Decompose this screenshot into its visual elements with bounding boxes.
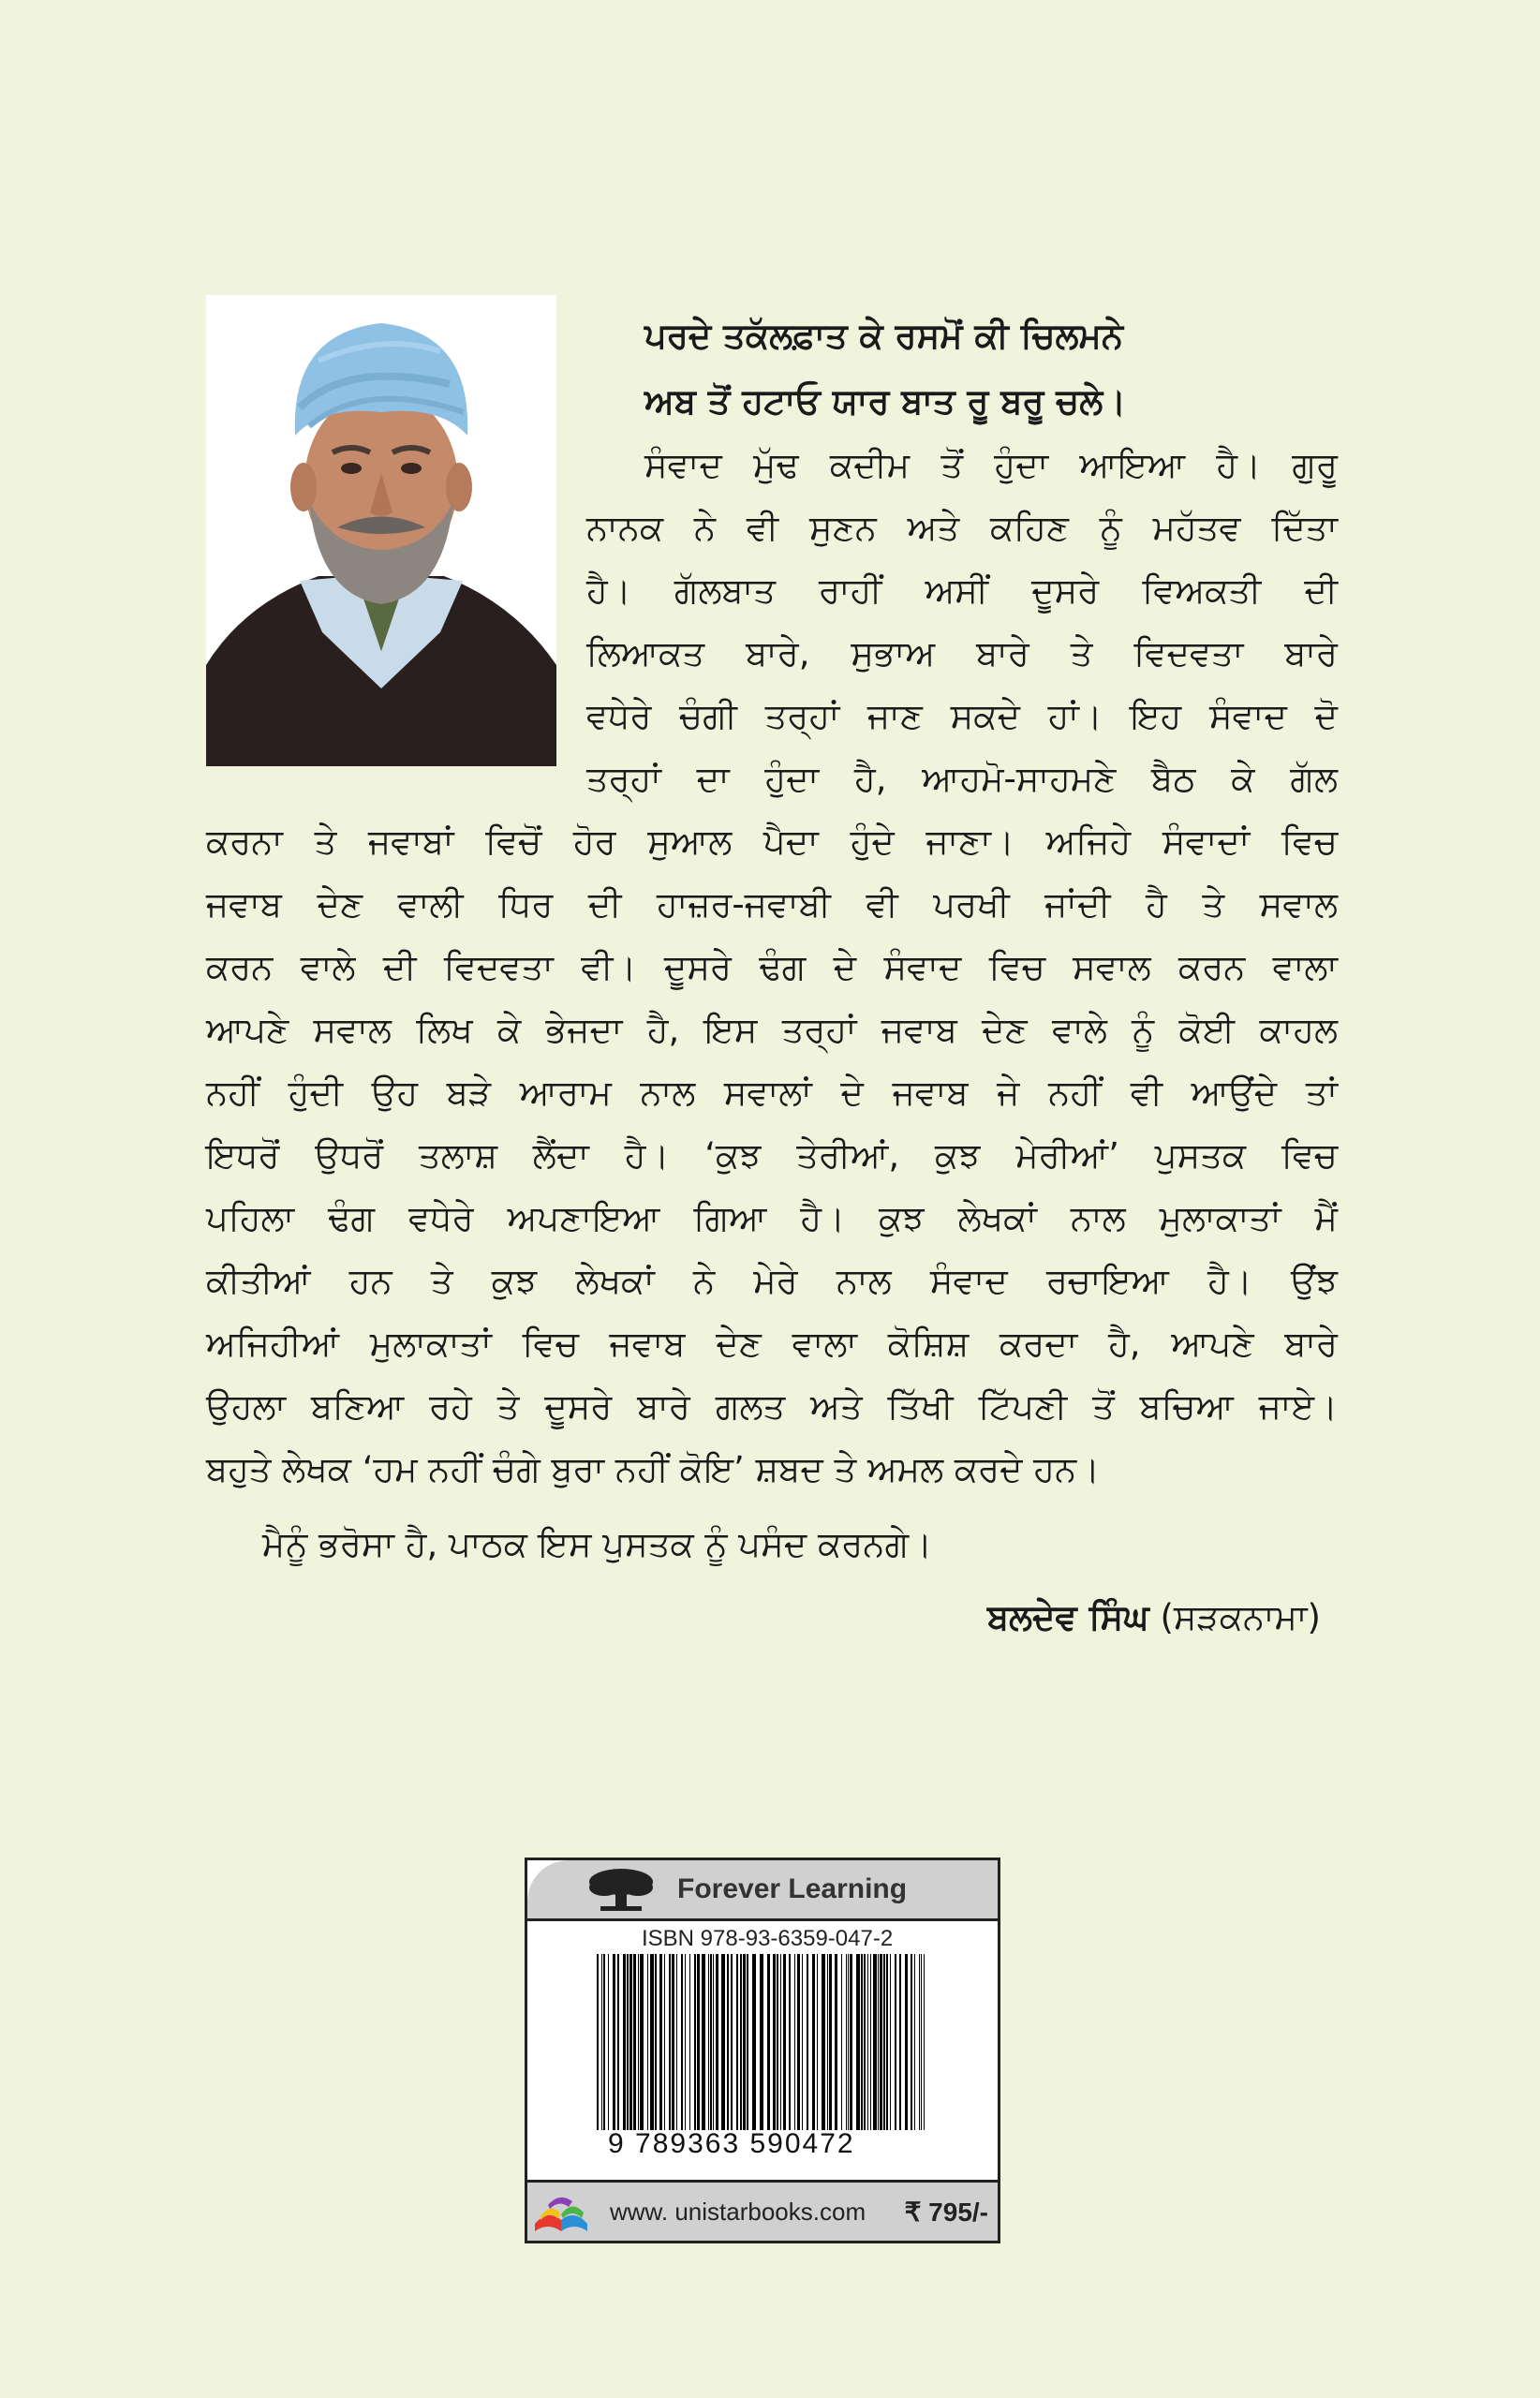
barcode-bar: [856, 1954, 860, 2130]
barcode-bar: [617, 1954, 619, 2130]
barcode-bar: [773, 1954, 776, 2130]
barcode-bar: [783, 1954, 786, 2130]
body-line: ਆਪਣੇ ਸਵਾਲ ਲਿਖ ਕੇ ਭੇਜਦਾ ਹੈ, ਇਸ ਤਰ੍ਹਾਂ ਜਵਾਬ ਦੇਣ ਵਾਲੇ ਨੂੰ ਕੋਈ ਕਾਹਲ: [206, 1010, 1338, 1050]
barcode-bar: [708, 1954, 709, 2130]
barcode-bar: [664, 1954, 665, 2130]
barcode-bar: [713, 1954, 714, 2130]
barcode-panel: [525, 1858, 1000, 2243]
barcode-bar: [878, 1954, 879, 2130]
author-name: ਬਲਦੇਵ ਸਿੰਘ: [986, 1597, 1149, 1637]
book-logo-icon: [531, 2188, 591, 2235]
barcode-bar: [867, 1954, 868, 2130]
barcode-bar: [797, 1954, 800, 2130]
isbn-label: ISBN 978-93-6359-047-2: [642, 1926, 894, 1951]
body-line: ਜਵਾਬ ਦੇਣ ਵਾਲੀ ਧਿਰ ਦੀ ਹਾਜ਼ਰ-ਜਵਾਬੀ ਵੀ ਪਰਖੀ ਜਾਂਦੀ ਹੈ ਤੇ ਸਵਾਲ: [206, 884, 1338, 925]
barcode-bar: [740, 1954, 742, 2130]
publisher-footer: [527, 2180, 998, 2241]
body-line: ਨਹੀਂ ਹੁੰਦੀ ਉਹ ਬੜੇ ਆਰਾਮ ਨਾਲ ਸਵਾਲਾਂ ਦੇ ਜਵਾਬ ਜੇ ਨਹੀਂ ਵੀ ਆਉਂਦੇ ਤਾਂ: [206, 1073, 1338, 1113]
barcode: [593, 1954, 930, 2130]
barcode-bar: [873, 1954, 877, 2130]
website-link[interactable]: www. unistarbooks.com: [610, 2197, 866, 2226]
barcode-bar: [647, 1954, 648, 2130]
barcode-bar: [924, 1954, 925, 2130]
body-line: ਕਰਨ ਵਾਲੇ ਦੀ ਵਿਦਵਤਾ ਵੀ। ਦੂਸਰੇ ਢੰਗ ਦੇ ਸੰਵਾਦ ਵਿਚ ਸਵਾਲ ਕਰਨ ਵਾਲਾ: [206, 947, 1338, 987]
barcode-bar: [613, 1954, 615, 2130]
barcode-bar: [731, 1954, 733, 2130]
barcode-bar: [603, 1954, 605, 2130]
barcode-bar: [914, 1954, 915, 2130]
author-alias: (ਸੜਕਨਾਮਾ): [1160, 1597, 1321, 1637]
body-line: ਪਹਿਲਾ ਢੰਗ ਵਧੇਰੇ ਅਪਣਾਇਆ ਗਿਆ ਹੈ। ਕੁਝ ਲੇਖਕਾਂ ਨਾਲ ਮੁਲਾਕਾਤਾਂ ਮੈਂ: [206, 1198, 1338, 1238]
barcode-bar: [886, 1954, 888, 2130]
barcode-bar: [597, 1954, 599, 2130]
barcode-bar: [727, 1954, 729, 2130]
barcode-bar: [780, 1954, 781, 2130]
body-line: ਲਿਆਕਤ ਬਾਰੇ, ਸੁਭਾਅ ਬਾਰੇ ਤੇ ਵਿਦਵਤਾ ਬਾਰੇ: [586, 633, 1338, 674]
barcode-bar: [716, 1954, 718, 2130]
body-line: ਬਹੁਤੇ ਲੇਖਕ ‘ਹਮ ਨਹੀਂ ਚੰਗੇ ਬੁਰਾ ਨਹੀਂ ਕੋਇ’ ਸ਼ਬਦ ਤੇ ਅਮਲ ਕਰਦੇ ਹਨ।: [206, 1449, 1101, 1489]
couplet-line-2: ਅਬ ਤੋਂ ਹਟਾਓ ਯਾਰ ਬਾਤ ਰੂ ਬਰੂ ਚਲੇ।: [644, 381, 1127, 422]
barcode-bar: [710, 1954, 712, 2130]
body-line: ਇਧਰੋਂ ਉਧਰੋਂ ਤਲਾਸ਼ ਲੈਂਦਾ ਹੈ। ‘ਕੁਝ ਤੇਰੀਆਂ, ਕੁਝ ਮੇਰੀਆਂ’ ਪੁਸਤਕ ਵਿਚ: [206, 1135, 1338, 1176]
barcode-bar: [747, 1954, 748, 2130]
barcode-bar: [672, 1954, 674, 2130]
barcode-bar: [689, 1954, 690, 2130]
barcode-bar: [669, 1954, 671, 2130]
barcode-bar: [789, 1954, 791, 2130]
barcode-bar: [760, 1954, 763, 2130]
barcode-bar: [835, 1954, 837, 2130]
body-line: ਅਜਿਹੀਆਂ ਮੁਲਾਕਾਤਾਂ ਵਿਚ ਜਵਾਬ ਦੇਣ ਵਾਲਾ ਕੋਸ਼ਿਸ਼ ਕਰਦਾ ਹੈ, ਆਪਣੇ ਬਾਰੇ: [206, 1324, 1338, 1364]
barcode-bar: [895, 1954, 896, 2130]
barcode-bar: [777, 1954, 778, 2130]
body-line: ਕਰਨਾ ਤੇ ਜਵਾਬਾਂ ਵਿਚੋਂ ਹੋਰ ਸੁਆਲ ਪੈਦਾ ਹੁੰਦੇ ਜਾਣਾ। ਅਜਿਹੇ ਸੰਵਾਦਾਂ ਵਿਚ: [206, 822, 1338, 862]
barcode-digits: 9 789363 590472: [608, 2128, 855, 2159]
barcode-bar: [817, 1954, 818, 2130]
body-line-closing: ਮੈਨੂੰ ਭਰੋਸਾ ਹੈ, ਪਾਠਕ ਇਸ ਪੁਸਤਕ ਨੂੰ ਪਸੰਦ ਕਰਨਗੇ।: [262, 1524, 933, 1564]
barcode-bar: [794, 1954, 795, 2130]
barcode-bar: [601, 1954, 602, 2130]
body-line: ਤਰ੍ਹਾਂ ਦਾ ਹੁੰਦਾ ਹੈ, ਆਹਮੋ-ਸਾਹਮਣੇ ਬੈਠ ਕੇ ਗੱਲ: [586, 759, 1338, 799]
barcode-bar: [848, 1954, 849, 2130]
barcode-bar: [623, 1954, 626, 2130]
publisher-tagline: Forever Learning: [677, 1873, 908, 1904]
barcode-bar: [629, 1954, 632, 2130]
barcode-bar: [846, 1954, 847, 2130]
author-signature: [986, 1597, 1321, 1637]
barcode-bar: [864, 1954, 866, 2130]
barcode-bar: [676, 1954, 677, 2130]
barcode-bar: [681, 1954, 683, 2130]
barcode-bar: [812, 1954, 815, 2130]
barcode-bar: [870, 1954, 871, 2130]
barcode-bar: [861, 1954, 863, 2130]
body-line: ਕੀਤੀਆਂ ਹਨ ਤੇ ਕੁਝ ਲੇਖਕਾਂ ਨੇ ਮੇਰੇ ਨਾਲ ਸੰਵਾਦ ਰਚਾਇਆ ਹੈ। ਉਂਝ: [206, 1261, 1338, 1301]
barcode-bar: [880, 1954, 882, 2130]
author-photo: [206, 295, 556, 766]
barcode-bar: [633, 1954, 636, 2130]
publisher-header: [527, 1860, 998, 1921]
barcode-bar: [640, 1954, 644, 2130]
barcode-bar: [919, 1954, 920, 2130]
tree-icon: [584, 1865, 659, 1914]
barcode-bar: [608, 1954, 609, 2130]
barcode-bar: [721, 1954, 725, 2130]
barcode-bar: [736, 1954, 738, 2130]
body-line: ਵਧੇਰੇ ਚੰਗੀ ਤਰ੍ਹਾਂ ਜਾਣ ਸਕਦੇ ਹਾਂ। ਇਹ ਸੰਵਾਦ ਦੋ: [586, 696, 1338, 736]
barcode-bar: [694, 1954, 696, 2130]
barcode-bar: [697, 1954, 700, 2130]
barcode-bar: [659, 1954, 662, 2130]
barcode-bar: [802, 1954, 803, 2130]
barcode-bar: [850, 1954, 852, 2130]
barcode-bar: [627, 1954, 629, 2130]
barcode-bar: [829, 1954, 832, 2130]
couplet-line-1: ਪਰਦੇ ਤਕੱਲਫ਼ਾਤ ਕੇ ਰਸਮੋਂ ਕੀ ਚਿਲਮਨੇ: [644, 316, 1124, 356]
body-line: ਸੰਵਾਦ ਮੁੱਢ ਕਦੀਮ ਤੋਂ ਹੁੰਦਾ ਆਇਆ ਹੈ। ਗੁਰੂ: [644, 445, 1338, 485]
barcode-bar: [650, 1954, 654, 2130]
price-label: ₹ 795/-: [904, 2197, 988, 2227]
body-line: ਨਾਨਕ ਨੇ ਵੀ ਸੁਣਨ ਅਤੇ ਕਹਿਣ ਨੂੰ ਮਹੱਤਵ ਦਿੱਤਾ: [586, 508, 1338, 548]
barcode-bar: [827, 1954, 828, 2130]
body-line: ਉਹਲਾ ਬਣਿਆ ਰਹੇ ਤੇ ਦੂਸਰੇ ਬਾਰੇ ਗਲਤ ਅਤੇ ਤਿੱਖੀ ਟਿੱਪਣੀ ਤੋਂ ਬਚਿਆ ਜਾਏ।: [206, 1386, 1338, 1427]
barcode-bar: [822, 1954, 825, 2130]
barcode-bar: [655, 1954, 657, 2130]
barcode-bar: [752, 1954, 756, 2130]
body-line: ਹੈ। ਗੱਲਬਾਤ ਰਾਹੀਂ ਅਸੀਂ ਦੂਸਰੇ ਵਿਅਕਤੀ ਦੀ: [586, 570, 1338, 611]
barcode-bar: [890, 1954, 891, 2130]
barcode-bar: [899, 1954, 901, 2130]
barcode-bar: [921, 1954, 922, 2130]
barcode-bar: [743, 1954, 746, 2130]
barcode-bar: [905, 1954, 908, 2130]
barcode-bar: [685, 1954, 686, 2130]
barcode-bar: [807, 1954, 808, 2130]
barcode-bar: [638, 1954, 639, 2130]
barcode-bar: [883, 1954, 885, 2130]
barcode-bar: [841, 1954, 842, 2130]
barcode-bar: [702, 1954, 705, 2130]
barcode-bar: [767, 1954, 770, 2130]
barcode-bar: [911, 1954, 912, 2130]
